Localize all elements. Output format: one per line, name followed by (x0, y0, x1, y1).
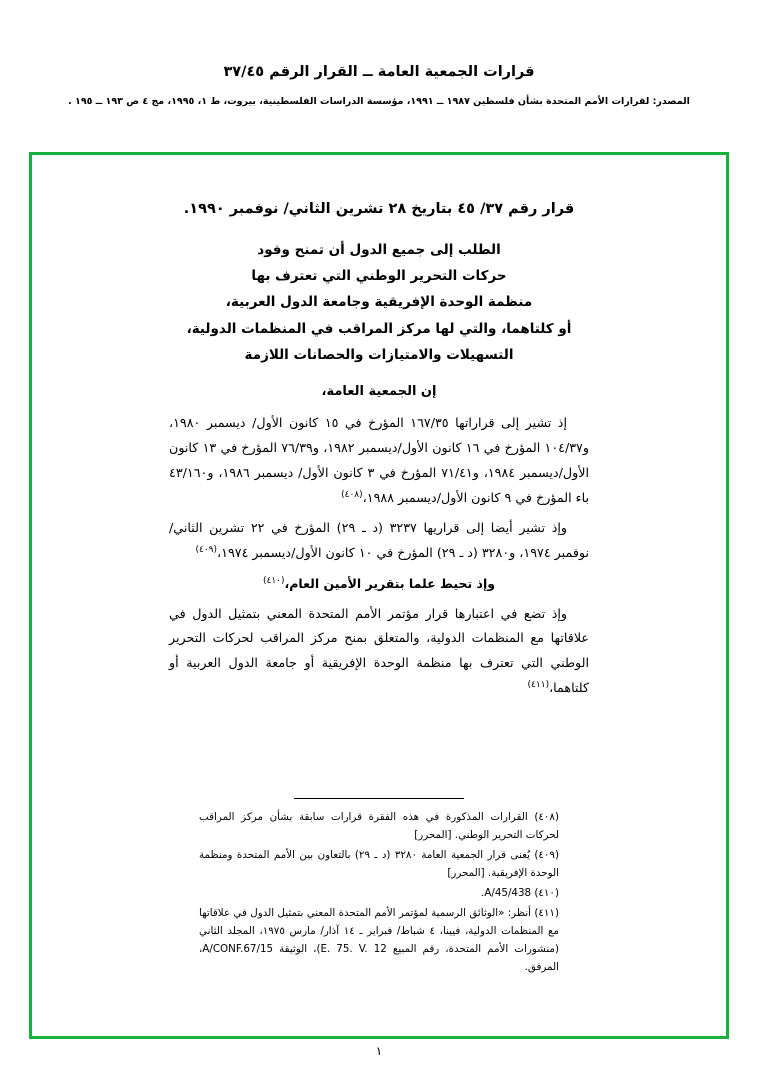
footnote-list (199, 808, 559, 976)
resolution-title-line-1: الطلب إلى جميع الدول أن تمنح وفود (257, 241, 501, 258)
footnote-ref-409[interactable]: (٤٠٩) (195, 544, 218, 555)
preamble-paragraph-1 (169, 411, 589, 510)
page-title: قرارات الجمعية العامة ــ القرار الرقم ٣٧/٤٥ (223, 64, 535, 80)
document-header (0, 0, 758, 109)
footnote-zone (74, 798, 684, 978)
footnote-item: (٤٠٩) يُعنى قرار الجمعية العامة ٣٢٨٠ (د ـ ٢٩) بالتعاون بين الأمم المتحدة ومنظمة الوحدة الإفريقية. [المحرر] (199, 848, 559, 879)
preamble-paragraph-2-text: وإذ تشير أيضا إلى قراريها ٣٢٣٧ (د ـ ٢٩) المؤرخ في ٢٢ تشرين الثاني/ نوفمبر ١٩٧٤، و٣٢٨٠ (د ـ ٢٩) المؤرخ في ١٠ كانون الأول/ديسمبر ١٩٧٤، (169, 520, 589, 561)
frame-content (32, 155, 726, 1036)
preamble-paragraph-2 (169, 516, 589, 566)
resolution-title-line-3: منظمة الوحدة الإفريقية وجامعة الدول العربية، (225, 294, 533, 311)
footnote-item: (٤٠٨) القرارات المذكورة في هذه الفقرة قرارات سابقة بشأن مركز المراقب لحركات التحرير الوطني. [المحرر] (199, 810, 559, 841)
resolution-title-line-4: أو كلتاهما، والتي لها مركز المراقب في المنظمات الدولية، (186, 320, 572, 337)
green-frame-box (29, 152, 729, 1039)
footnote-ref-408[interactable]: (٤٠٨) (341, 489, 363, 500)
footnote-ref-411[interactable]: (٤١١) (527, 679, 550, 690)
resolution-body (169, 384, 589, 700)
footnote-divider (294, 798, 464, 799)
resolution-title-line-5: التسهيلات والامتيازات والحصانات اللازمة (244, 347, 514, 363)
resolution-title-line-2: حركات التحرير الوطني التي تعترف بها (251, 268, 507, 285)
preamble-paragraph-1-text: إذ تشير إلى قراراتها ١٦٧/٣٥ المؤرخ في ١٥ كانون الأول/ ديسمبر ١٩٨٠، و١٠٤/٣٧ المؤرخ في ١٦ كانون الأول/ديسمبر ١٩٨٢، و٧٦/٣٩ المؤرخ في ١٣ كانون الأول/ديسمبر ١٩٨٤، و٧١/٤١ المؤرخ في ٣ كانون الأول/ ديسمبر ١٩٨٦، و٤٣/١٦٠ باء المؤرخ في ٩ كانون الأول/ديسمبر ١٩٨٨، (169, 415, 589, 505)
footnote-ref-410[interactable]: (٤١٠) (262, 575, 285, 586)
resolution-title (169, 237, 589, 369)
footnote-item: (٤١٠) A/45/438. (481, 886, 559, 899)
page-number: ١ (375, 1044, 383, 1058)
source-line: المصدر: لقرارات الأمم المتحدة بشأن فلسطين ١٩٨٧ ــ ١٩٩١، مؤسسة الدراسات الفلسطينية، بيروت، ط ١، ١٩٩٥، مج ٤ ص ١٩٣ ــ ١٩٥ . (68, 96, 690, 108)
footnote-item: (٤١١) أنظر: «الوثائق الرسمية لمؤتمر الأمم المتحدة المعني بتمثيل الدول في علاقاتها مع المنظمات الدولية، فيينا، ٤ شباط/ فبراير ـ ١٤ آذار/ مارس ١٩٧٥، المجلد الثاني (منشورات الأمم المتحدة، رقم المبيع E. 75. V. 12)، الوثيقة A/CONF.67/15، المرفق. (199, 906, 560, 973)
resolution-number: قرار رقم ٣٧/ ٤٥ بتاريخ ٢٨ تشرين الثاني/ نوفمبر ١٩٩٠. (183, 201, 575, 217)
preamble-paragraph-3-text: وإذ تحيط علما بتقرير الأمين العام، (284, 575, 496, 591)
preamble-lead: إن الجمعية العامة، (321, 384, 437, 400)
preamble-paragraph-3 (169, 572, 589, 596)
preamble-paragraph-4-text: وإذ تضع في اعتبارها قرار مؤتمر الأمم المتحدة المعني بتمثيل الدول في علاقاتها مع المنظمات الدولية، والمتعلق بمنح مركز المراقب لحركات التحرير الوطني التي تعترف بها منظمة الوحدة الإفريقية أو جامعة الدول العربية أو كلتاهما، (169, 605, 589, 695)
preamble-paragraph-4 (169, 602, 589, 701)
